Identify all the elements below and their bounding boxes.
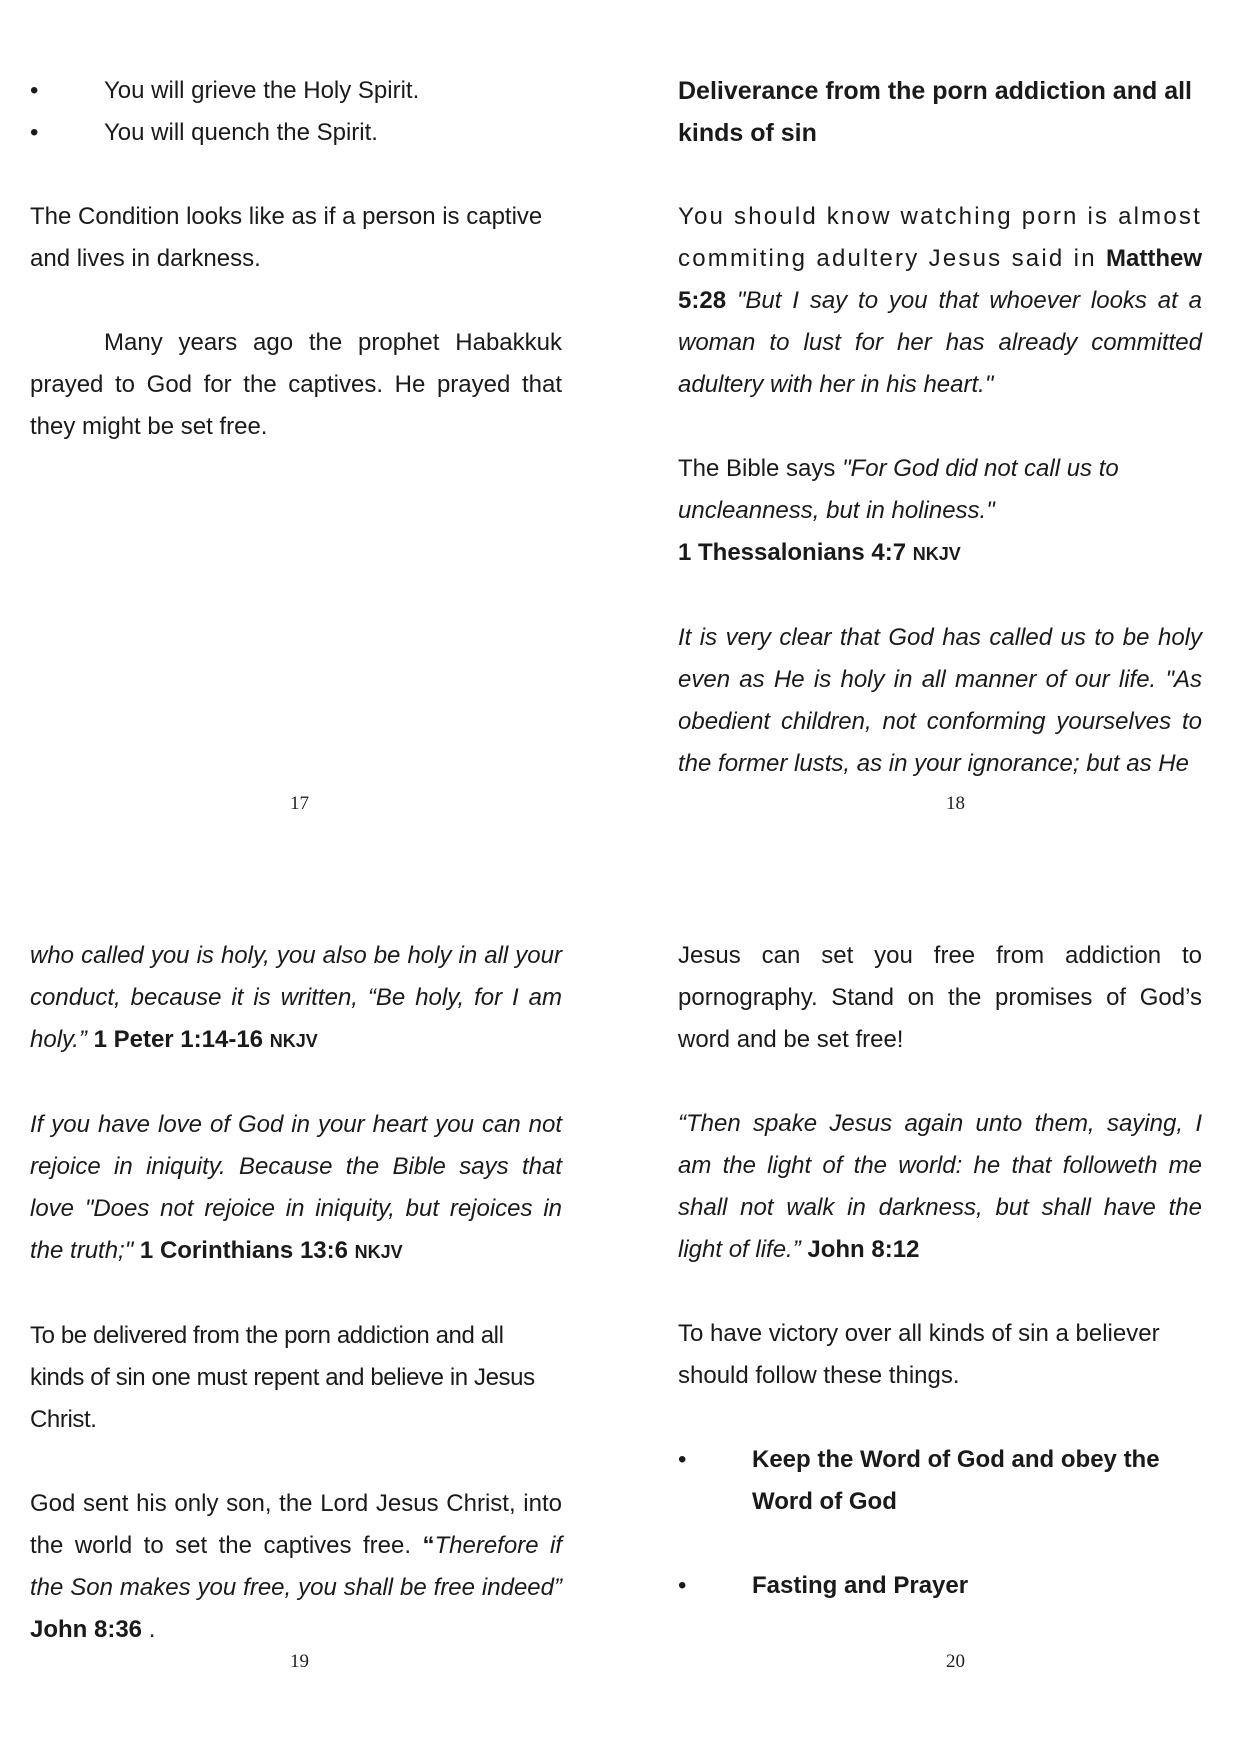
paragraph-text: The Bible says xyxy=(678,455,843,482)
bullet-icon: • xyxy=(30,77,39,104)
matthew-paragraph xyxy=(678,196,1202,406)
paragraph-text: Jesus can set you free from addiction to pornography. Stand on the promises of God’s word and be set free! xyxy=(678,942,1202,1053)
scripture-quote: who called you is holy, you also be holy in all your conduct, because it is written, “Be holy, for I am holy.” xyxy=(30,942,562,1053)
bullet-text: Fasting and Prayer xyxy=(752,1572,969,1599)
scripture-quote: "But I say to you that whoever looks at a woman to lust for her has already committed adultery with her in his heart." xyxy=(678,287,1202,398)
holiness-paragraph: It is very clear that God has called us to be holy even as He is holy in all manner of our life. "As obedient children, not conforming yourselves to the former lusts, as in your ignorance; but as He xyxy=(678,624,1202,777)
page-number: 20 xyxy=(946,1651,965,1672)
page-19 xyxy=(30,935,562,1651)
bible-version: NKJV xyxy=(912,544,961,564)
section-heading: Deliverance from the porn addiction and all kinds of sin xyxy=(678,77,1192,147)
peter-paragraph xyxy=(30,935,562,1062)
paragraph-text: . xyxy=(142,1616,156,1643)
bible-version: NKJV xyxy=(269,1031,318,1051)
thessalonians-paragraph xyxy=(678,448,1202,575)
scripture-quote: Therefore if the Son makes you free, you shall be free indeed” xyxy=(30,1532,563,1601)
corinthians-paragraph xyxy=(30,1104,562,1273)
scripture-reference: 1 Thessalonians 4:7 xyxy=(678,539,907,566)
bullet-item xyxy=(30,112,562,154)
bible-version: NKJV xyxy=(354,1242,403,1262)
scripture-reference: John 8:12 xyxy=(807,1236,920,1263)
scripture-quote: "For God did not call us to uncleanness, but in holiness." xyxy=(678,455,1119,524)
scripture-quote: “Then spake Jesus again unto them, saying, I am the light of the world: he that followeth me shall not walk in darkness, but shall have the light of life.” xyxy=(678,1110,1202,1263)
repent-paragraph: To be delivered from the porn addiction and all kinds of sin one must repent and believe in Jesus Christ. xyxy=(30,1322,535,1433)
bullet-item xyxy=(30,70,562,112)
freedom-paragraph xyxy=(678,935,1202,1061)
page-number: 17 xyxy=(290,793,309,814)
scripture-quote: If you have love of God in your heart you can not rejoice in iniquity. Because the Bible says that love "Does not rejoice in iniquity, but rejoices in the truth;" xyxy=(30,1111,562,1264)
page-20 xyxy=(678,935,1202,1607)
scripture-reference: John 8:36 xyxy=(30,1616,143,1643)
john-paragraph xyxy=(678,1103,1202,1271)
open-quote: “ xyxy=(422,1532,435,1559)
page-18 xyxy=(678,70,1202,785)
son-paragraph xyxy=(30,1483,562,1651)
scripture-reference: 1 Peter 1:14-16 xyxy=(93,1026,264,1053)
victory-paragraph: To have victory over all kinds of sin a believer should follow these things. xyxy=(678,1320,1160,1389)
paragraph-text: God sent his only son, the Lord Jesus Christ, into the world to set the captives free. xyxy=(30,1490,562,1559)
bullet-item xyxy=(678,1439,1202,1523)
bullet-icon: • xyxy=(678,1572,687,1599)
bullet-item xyxy=(678,1565,1202,1607)
page-17 xyxy=(30,70,562,448)
scripture-reference: 1 Corinthians 13:6 xyxy=(139,1237,348,1264)
bullet-text: You will quench the Spirit. xyxy=(104,119,378,146)
bullet-icon: • xyxy=(678,1446,687,1473)
bullet-text: You will grieve the Holy Spirit. xyxy=(104,77,420,104)
paragraph-text: You should know watching porn is almost commiting adultery Jesus said in xyxy=(678,203,1202,272)
habakkuk-paragraph: Many years ago the prophet Habakkuk prayed to God for the captives. He prayed that they might be set free. xyxy=(30,329,562,440)
condition-paragraph: The Condition looks like as if a person is captive and lives in darkness. xyxy=(30,203,543,272)
bullet-text: Keep the Word of God and obey the Word of God xyxy=(752,1446,1160,1515)
page-number: 18 xyxy=(946,793,965,814)
page-number: 19 xyxy=(290,1651,309,1672)
scripture-reference: Matthew 5:28 xyxy=(678,245,1202,314)
bullet-icon: • xyxy=(30,119,39,146)
